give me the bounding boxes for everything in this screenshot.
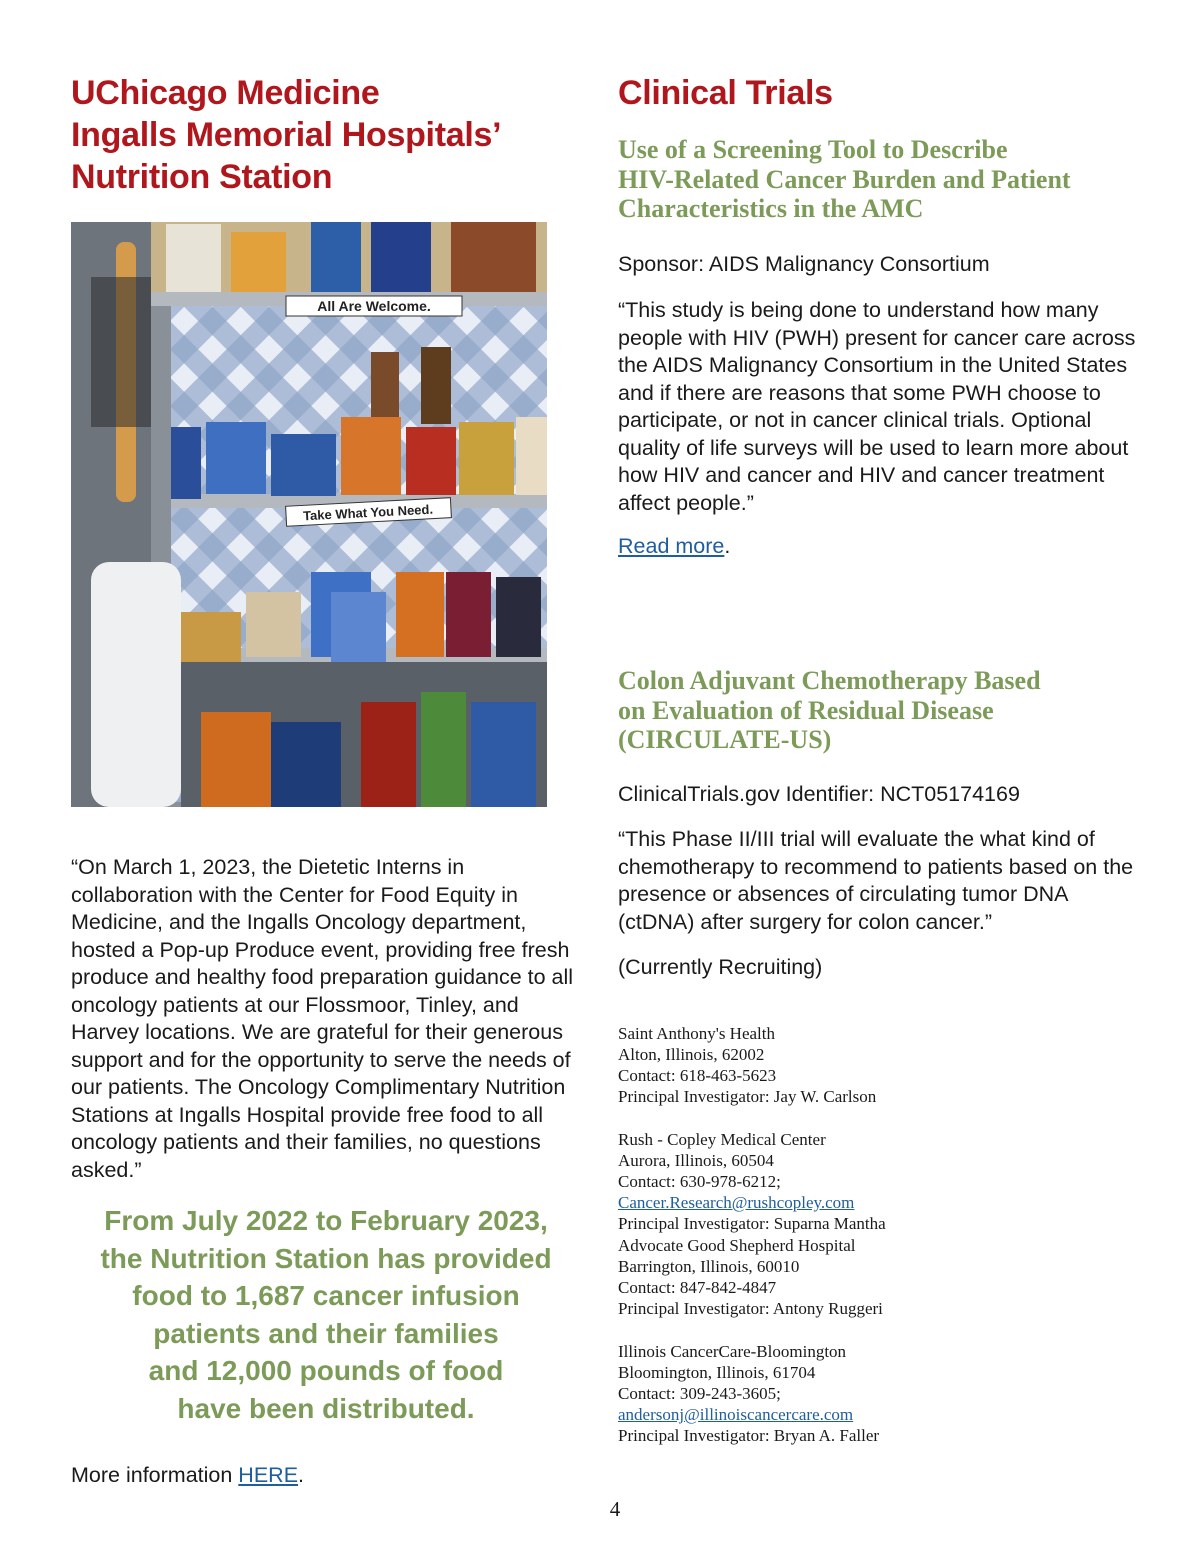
more-info-suffix: .: [298, 1463, 305, 1487]
site-contact-email-link[interactable]: andersonj@illinoiscancercare.com: [618, 1405, 854, 1424]
site-contact-phone: Contact: 847-842-4847: [618, 1278, 777, 1297]
highlight-line: the Nutrition Station has provided: [100, 1242, 552, 1274]
heading-line: UChicago Medicine: [71, 74, 380, 112]
trial2-title-line: (CIRCULATE-US): [618, 725, 832, 754]
site-pi: Principal Investigator: Suparna Mantha: [618, 1214, 886, 1233]
site-city: Aurora, Illinois, 60504: [618, 1151, 774, 1170]
page-number: 4: [609, 1497, 621, 1521]
trial2-title: [618, 666, 1158, 755]
site-pi: Principal Investigator: Jay W. Carlson: [618, 1087, 877, 1106]
more-information: [71, 1462, 571, 1490]
clinical-trials-heading: Clinical Trials: [618, 74, 833, 112]
site-contact: [618, 1277, 1158, 1298]
site-name: Rush - Copley Medical Center: [618, 1130, 826, 1149]
site-advocate-good-shepherd: [618, 1235, 1158, 1319]
site-saint-anthonys: [618, 1023, 1158, 1107]
site-contact-phone: Contact: 630-978-6212;: [618, 1172, 781, 1191]
heading-line: Nutrition Station: [71, 158, 333, 196]
nutrition-station-highlight: [71, 1202, 581, 1427]
nutrition-station-heading: [71, 72, 591, 198]
photo-sign-welcome: All Are Welcome.: [317, 298, 431, 314]
highlight-line: patients and their families: [153, 1317, 499, 1349]
trial1-title-line: Use of a Screening Tool to Describe: [618, 135, 1008, 164]
heading-line: Ingalls Memorial Hospitals’: [71, 116, 502, 154]
site-pi: Principal Investigator: Antony Ruggeri: [618, 1299, 883, 1318]
nutrition-station-photo: [71, 222, 547, 807]
read-more-suffix: .: [724, 534, 731, 558]
site-city: Barrington, Illinois, 60010: [618, 1257, 800, 1276]
site-contact-phone: Contact: 618-463-5623: [618, 1066, 777, 1085]
site-contact-phone: Contact: 309-243-3605;: [618, 1384, 781, 1403]
more-info-here-link[interactable]: HERE: [238, 1463, 299, 1487]
trial2-status: (Currently Recruiting): [618, 955, 823, 979]
trial1-title: [618, 135, 1158, 224]
site-name: Illinois CancerCare-Bloomington: [618, 1342, 847, 1361]
site-city: Bloomington, Illinois, 61704: [618, 1363, 816, 1382]
site-city: Alton, Illinois, 62002: [618, 1045, 765, 1064]
trial2-identifier: ClinicalTrials.gov Identifier: NCT05174169: [618, 782, 1020, 806]
trial1-title-line: HIV-Related Cancer Burden and Patient: [618, 164, 1071, 194]
trial1-read-more: [618, 533, 918, 561]
site-illinois-cancercare: [618, 1341, 1158, 1446]
site-contact-email-link[interactable]: Cancer.Research@rushcopley.com: [618, 1193, 855, 1212]
site-name: Advocate Good Shepherd Hospital: [618, 1236, 856, 1255]
trial1-quote: “This study is being done to understand how many people with HIV (PWH) present for cancer care across the AIDS Malignancy Consortium in the United States and if there are reasons that some PWH choose to participate, or not in cancer clinical trials. Optional quality of life surveys will be used to learn more about how HIV and cancer and HIV and cancer treatment affect people.”: [618, 298, 1136, 515]
site-contact: [618, 1065, 1158, 1086]
site-contact: [618, 1383, 1158, 1425]
highlight-line: food to 1,687 cancer infusion: [132, 1280, 520, 1311]
pop-up-produce-quote: “On March 1, 2023, the Dietetic Interns in collaboration with the Center for Food Equity in Medicine, and the Ingalls Oncology department, hosted a Pop-up Produce event, providing free fresh produce and healthy food preparation guidance to all oncology patients at our Flossmoor, Tinley, and Harvey locations. We are grateful for their generous support and for the opportunity to serve the needs of our patients. The Oncology Complimentary Nutrition Stations at Ingalls Hospital provide free food to all oncology patients and their families, no questions asked.”: [71, 855, 574, 1182]
trial1-sponsor: Sponsor: AIDS Malignancy Consortium: [618, 252, 990, 276]
trial2-quote: “This Phase II/III trial will evaluate the what kind of chemotherapy to recommend to patients based on the presence or absences of circulating tumor DNA (ctDNA) after surgery for colon cancer.”: [618, 827, 1134, 934]
highlight-line: and 12,000 pounds of food: [148, 1355, 504, 1386]
photo-sign-take: Take What You Need.: [302, 501, 434, 524]
trial2-title-line: Colon Adjuvant Chemotherapy Based: [618, 666, 1041, 695]
site-name: Saint Anthony's Health: [618, 1024, 776, 1043]
read-more-link[interactable]: Read more: [618, 534, 725, 558]
highlight-line: have been distributed.: [177, 1392, 475, 1424]
more-info-prefix: More information: [71, 1463, 239, 1487]
highlight-line: From July 2022 to February 2023,: [104, 1205, 548, 1236]
site-pi: Principal Investigator: Bryan A. Faller: [618, 1426, 880, 1445]
site-contact: [618, 1171, 1158, 1213]
trial2-title-line: on Evaluation of Residual Disease: [618, 695, 994, 725]
site-rush-copley: [618, 1129, 1158, 1234]
trial1-title-line: Characteristics in the AMC: [618, 194, 924, 223]
